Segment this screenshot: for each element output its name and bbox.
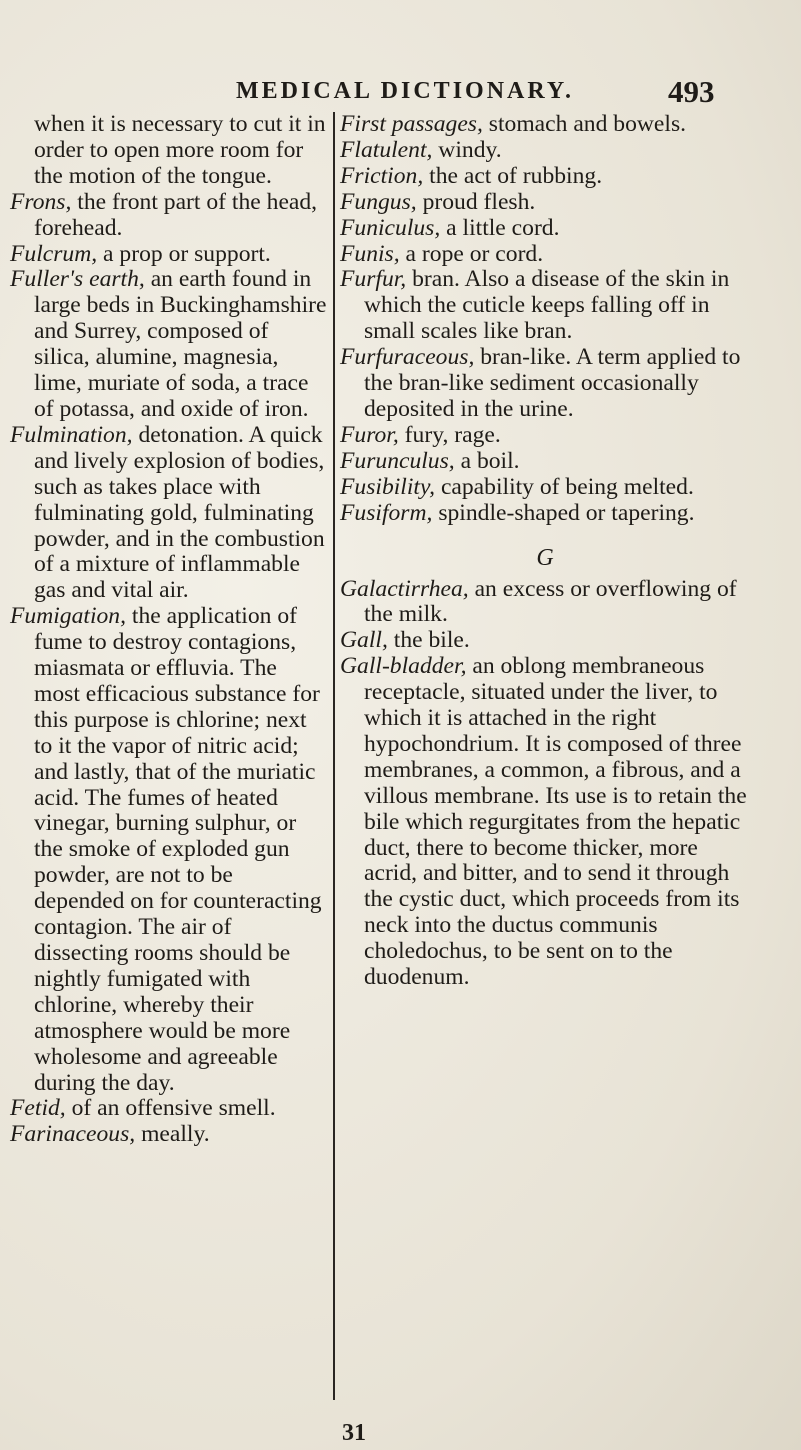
entry-definition: bran-like. A term applied to the bran-like sediment occasionally deposited in the urine. [364, 344, 741, 422]
entry-term: Furor, [340, 421, 399, 448]
entry-definition: the application of fume to destroy contagions, miasmata or effluvia. The most efficacious substance for this purpose is chlorine; next to it the vapor of nitric acid; and lastly, that of the muriatic acid. The fumes of heated vinegar, burning sulphur, or the smoke of exploded gun powder, are not to be depended on for counteracting contagion. The air of dissecting rooms should be nightly fumigated with chlorine, whereby their atmosphere would be more wholesome and agreeable during the day. [34, 603, 322, 1096]
right-column-g-entries [340, 577, 750, 992]
entry-definition: an earth found in large beds in Buckinghamshire and Surrey, composed of silica, alumine, magnesia, lime, muriate of soda, a trace of potassa, and oxide of iron. [34, 266, 327, 422]
entry-term: First passages, [340, 111, 483, 137]
entry-definition: a boil. [454, 447, 520, 474]
dictionary-entry [340, 164, 750, 190]
dictionary-entry [340, 242, 750, 268]
entry-term: Fusiform, [340, 499, 433, 526]
dictionary-entry [10, 267, 328, 422]
column-rule [333, 112, 335, 1400]
entry-term: Friction, [340, 162, 424, 189]
entry-definition: bran. Also a disease of the skin in which the cuticle keeps falling off in small scales like bran. [364, 266, 730, 345]
dictionary-entry [10, 242, 328, 268]
right-column-f-entries [340, 112, 750, 527]
entry-term: Furunculus, [340, 447, 455, 474]
right-column [340, 112, 750, 991]
entry-definition: an excess or overflowing of the milk. [364, 575, 737, 628]
dictionary-entry [340, 190, 750, 216]
entry-term: Fetid, [10, 1095, 66, 1122]
entry-term: Fulcrum, [10, 240, 98, 267]
page-number: 493 [668, 74, 715, 109]
entry-term: Gall, [340, 627, 388, 654]
dictionary-entry [340, 501, 750, 527]
section-letter: G [536, 544, 554, 571]
entry-definition: proud flesh. [416, 188, 536, 215]
entry-term: Flatulent, [340, 136, 433, 163]
dictionary-entry [10, 190, 328, 242]
dictionary-entry [340, 216, 750, 242]
dictionary-entry [10, 1122, 328, 1148]
entry-definition: fury, rage. [398, 421, 501, 448]
dictionary-entry [340, 138, 750, 164]
dictionary-entry [10, 423, 328, 604]
entry-term: Fusibility, [340, 473, 436, 500]
entry-definition: windy. [432, 136, 502, 163]
dictionary-entry [340, 449, 750, 475]
entry-term: Funiculus, [340, 214, 441, 241]
entry-definition: capability of being melted. [435, 473, 694, 500]
entry-term: Fulmination, [10, 421, 133, 448]
left-column [10, 112, 328, 1148]
dictionary-entry [340, 577, 750, 629]
entry-term: Fungus, [340, 188, 417, 215]
entry-definition: the front part of the head, forehead. [34, 188, 318, 241]
entry-term: Gall-bladder, [340, 653, 467, 680]
entry-term: Frons, [10, 188, 72, 215]
entry-definition: a rope or cord. [399, 240, 544, 267]
entry-definition: an oblong membraneous receptacle, situated under the liver, to which it is attached in the right hypochondrium. It is composed of three membranes, a common, a fibrous, and a villous membrane. Its use is to retain the bile which regurgitates from the hepatic duct, there to become thicker, more acrid, and bitter, and to send it through the cystic duct, which proceeds from its neck into the ductus communis choledochus, to be sent on to the duodenum. [364, 653, 747, 991]
entry-term: Farinaceous, [10, 1121, 136, 1148]
running-head [0, 74, 801, 114]
entry-term: Fuller's earth, [10, 266, 145, 293]
entry-term: Galactirrhea, [340, 575, 469, 602]
dictionary-entry [340, 423, 750, 449]
entry-definition: a little cord. [440, 214, 560, 241]
entry-definition: detonation. A quick and lively explosion of bodies, such as takes place with fulminating gold, fulminating powder, and in the combustion of a mixture of inflammable gas and vital air. [34, 421, 325, 604]
dictionary-entry [340, 628, 750, 654]
entry-definition: of an offensive smell. [65, 1095, 276, 1122]
dictionary-entry [340, 112, 750, 138]
entry-term: Fumigation, [10, 603, 126, 630]
dictionary-entry [10, 1096, 328, 1122]
dictionary-entry [10, 112, 328, 190]
entry-definition: meally. [135, 1121, 210, 1148]
entry-definition: a prop or support. [97, 240, 271, 267]
dictionary-entry [340, 345, 750, 423]
entry-definition: stomach and bowels. [482, 111, 687, 137]
entry-definition: spindle-shaped or tapering. [432, 499, 695, 526]
dictionary-entry [340, 475, 750, 501]
entry-term: Funis, [340, 240, 400, 267]
dictionary-entry [10, 604, 328, 1096]
dictionary-entry [340, 267, 750, 345]
entry-term: Furfuraceous, [340, 344, 475, 371]
entry-definition: the act of rubbing. [423, 162, 603, 189]
page-title: MEDICAL DICTIONARY. [236, 78, 574, 104]
dictionary-entry [340, 654, 750, 991]
entry-term: Furfur, [340, 266, 407, 293]
entry-definition: when it is necessary to cut it in order to open more room for the motion of the tongue. [34, 111, 326, 189]
signature-mark: 31 [342, 1420, 366, 1446]
entry-definition: the bile. [387, 627, 470, 654]
